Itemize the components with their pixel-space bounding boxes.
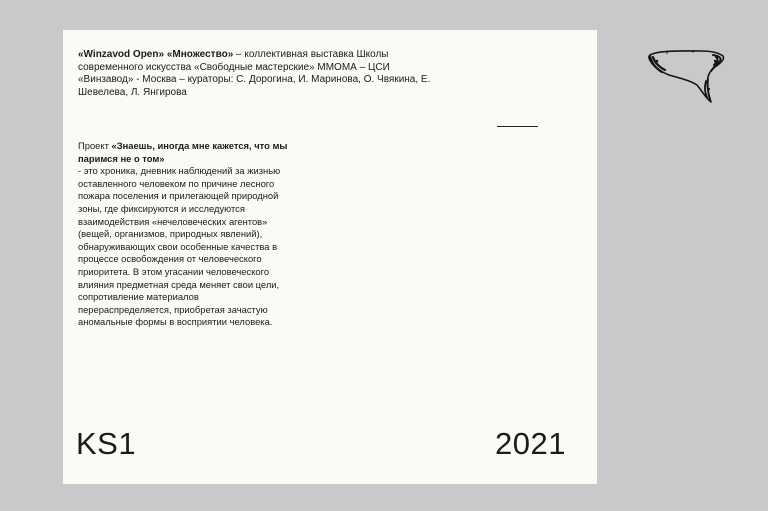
catalog-code: KS1 — [76, 426, 137, 461]
project-title: «Знаешь, иногда мне кажется, что мы паримся не о том» — [78, 140, 288, 164]
exhibition-title: «Winzavod Open» «Множество» — [78, 49, 234, 60]
project-body: - это хроника, дневник наблюдений за жизнью оставленного человеком по причине лесного пожара поселения и прилегающей природной зоны, где фиксируются и исследуются взаимодействия «нечеловеческих агентов» (вещей, организмов, природных явлений), обнаруживающих свои особенные качества в процессе освобождения от человеческого приоритета. В этом угасании человеческого влияния предметная среда меняет свои цели, сопротивление материалов перераспределяется, приобретая зачастую аномальные формы в восприятии человека. — [78, 165, 281, 328]
catalog-year: 2021 — [495, 426, 566, 461]
exhibition-card — [63, 30, 597, 484]
speech-bubble-icon — [645, 47, 727, 105]
exhibition-description: – коллективная выставка Школы современного искусства «Свободные мастерские» ММОМА – ЦСИ «Винзавод» - Москва – кураторы: С. Дорогина, И. Маринова, О. Чвякина, Е. Шевелева, Л. Янгирова — [78, 49, 431, 98]
exhibition-intro — [78, 49, 438, 99]
project-prefix: Проект — [78, 140, 112, 151]
project-description — [78, 140, 290, 329]
divider-line — [497, 126, 538, 127]
